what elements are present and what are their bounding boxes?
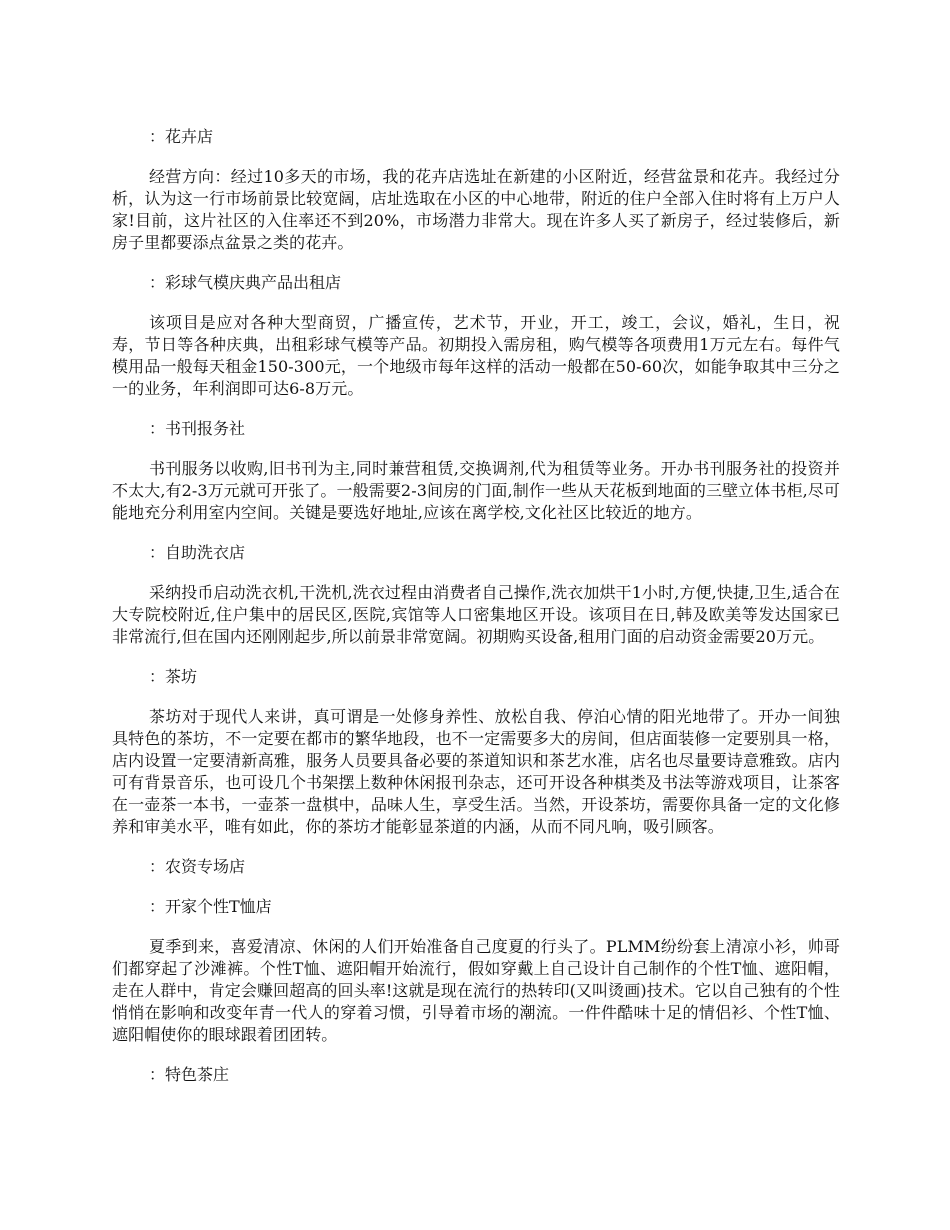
document-body xyxy=(112,126,840,1086)
section-body-tshirt-shop: 夏季到来，喜爱清凉、休闲的人们开始准备自己度夏的行头了。PLMM纷纷套上清凉小衫，帅哥们都穿起了沙滩裤。个性T恤、遮阳帽开始流行，假如穿戴上自己设计自己制作的个性T恤、遮阳帽，走在人群中，肯定会赚回超高的回头率!这就是现在流行的热转印(又叫烫画)技术。它以自己独有的个性悄悄在影响和改变年青一代人的穿着习惯，引导着市场的潮流。一件件酷味十足的情侣衫、个性T恤、遮阳帽使你的眼球跟着团团转。 xyxy=(112,937,840,1044)
section-body-balloon-rental: 该项目是应对各种大型商贸，广播宣传，艺术节，开业，开工，竣工，会议，婚礼，生日，祝寿，节日等各种庆典，出租彩球气模等产品。初期投入需房租，购气模等各项费用1万元左右。每件气模用品一般每天租金150-300元，一个地级市每年这样的活动一般都在50-60次，如能争取其中三分之一的业务，年利润即可达6-8万元。 xyxy=(112,313,840,398)
section-heading-tea-house: ：茶坊 xyxy=(149,667,198,686)
section-heading-tshirt-shop: ：开家个性T恤店 xyxy=(149,897,272,916)
section-body-tea-house: 茶坊对于现代人来讲，真可谓是一处修身养性、放松自我、停泊心情的阳光地带了。开办一间独具特色的茶坊，不一定要在都市的繁华地段，也不一定需要多大的房间，但店面装修一定要别具一格，店内设置一定要清新高雅，服务人员要具备必要的茶道知识和茶艺水准，店名也尽量要诗意雅致。店内可有背景音乐，也可设几个书架摆上数种休闲报刊杂志，还可开设各种棋类及书法等游戏项目，让茶客在一壶茶一本书，一壶茶一盘棋中，品味人生，享受生活。当然，开设茶坊，需要你具备一定的文化修养和审美水平，唯有如此，你的茶坊才能彰显茶道的内涵，从而不同凡响，吸引顾客。 xyxy=(112,707,840,836)
section-heading-self-laundry: ：自助洗衣店 xyxy=(149,543,246,562)
section-body-book-service: 书刊服务以收购,旧书刊为主,同时兼营租赁,交换调剂,代为租赁等业务。开办书刊服务社的投资并不太大,有2-3万元就可开张了。一般需要2-3间房的门面,制作一些从天花板到地面的三壁立体书柜,尽可能地充分利用室内空间。关键是要选好地址,应该在离学校,文化社区比较近的地方。 xyxy=(112,459,840,522)
section-heading-balloon-rental: ：彩球气模庆典产品出租店 xyxy=(149,273,342,292)
section-heading-flower-shop: ：花卉店 xyxy=(149,127,214,146)
section-body-flower-shop: 经营方向：经过10多天的市场，我的花卉店选址在新建的小区附近，经营盆景和花卉。我经过分析，认为这一行市场前景比较宽阔，店址选取在小区的中心地带，附近的住户全部入住时将有上万户人家!目前，这片社区的入住率还不到20%，市场潜力非常大。现在许多人买了新房子，经过装修后，新房子里都要添点盆景之类的花卉。 xyxy=(112,167,840,252)
section-heading-tea-shop: ：特色茶庄 xyxy=(149,1065,230,1084)
section-heading-book-service: ：书刊报务社 xyxy=(149,419,246,438)
section-body-self-laundry: 采纳投币启动洗衣机,干洗机,洗衣过程由消费者自己操作,洗衣加烘干1小时,方便,快捷,卫生,适合在大专院校附近,住户集中的居民区,医院,宾馆等人口密集地区开设。该项目在日,韩及欧美等发达国家已非常流行,但在国内还刚刚起步,所以前景非常宽阔。初期购买设备,租用门面的启动资金需要20万元。 xyxy=(112,583,840,646)
section-heading-agri-store: ：农资专场店 xyxy=(149,857,246,876)
